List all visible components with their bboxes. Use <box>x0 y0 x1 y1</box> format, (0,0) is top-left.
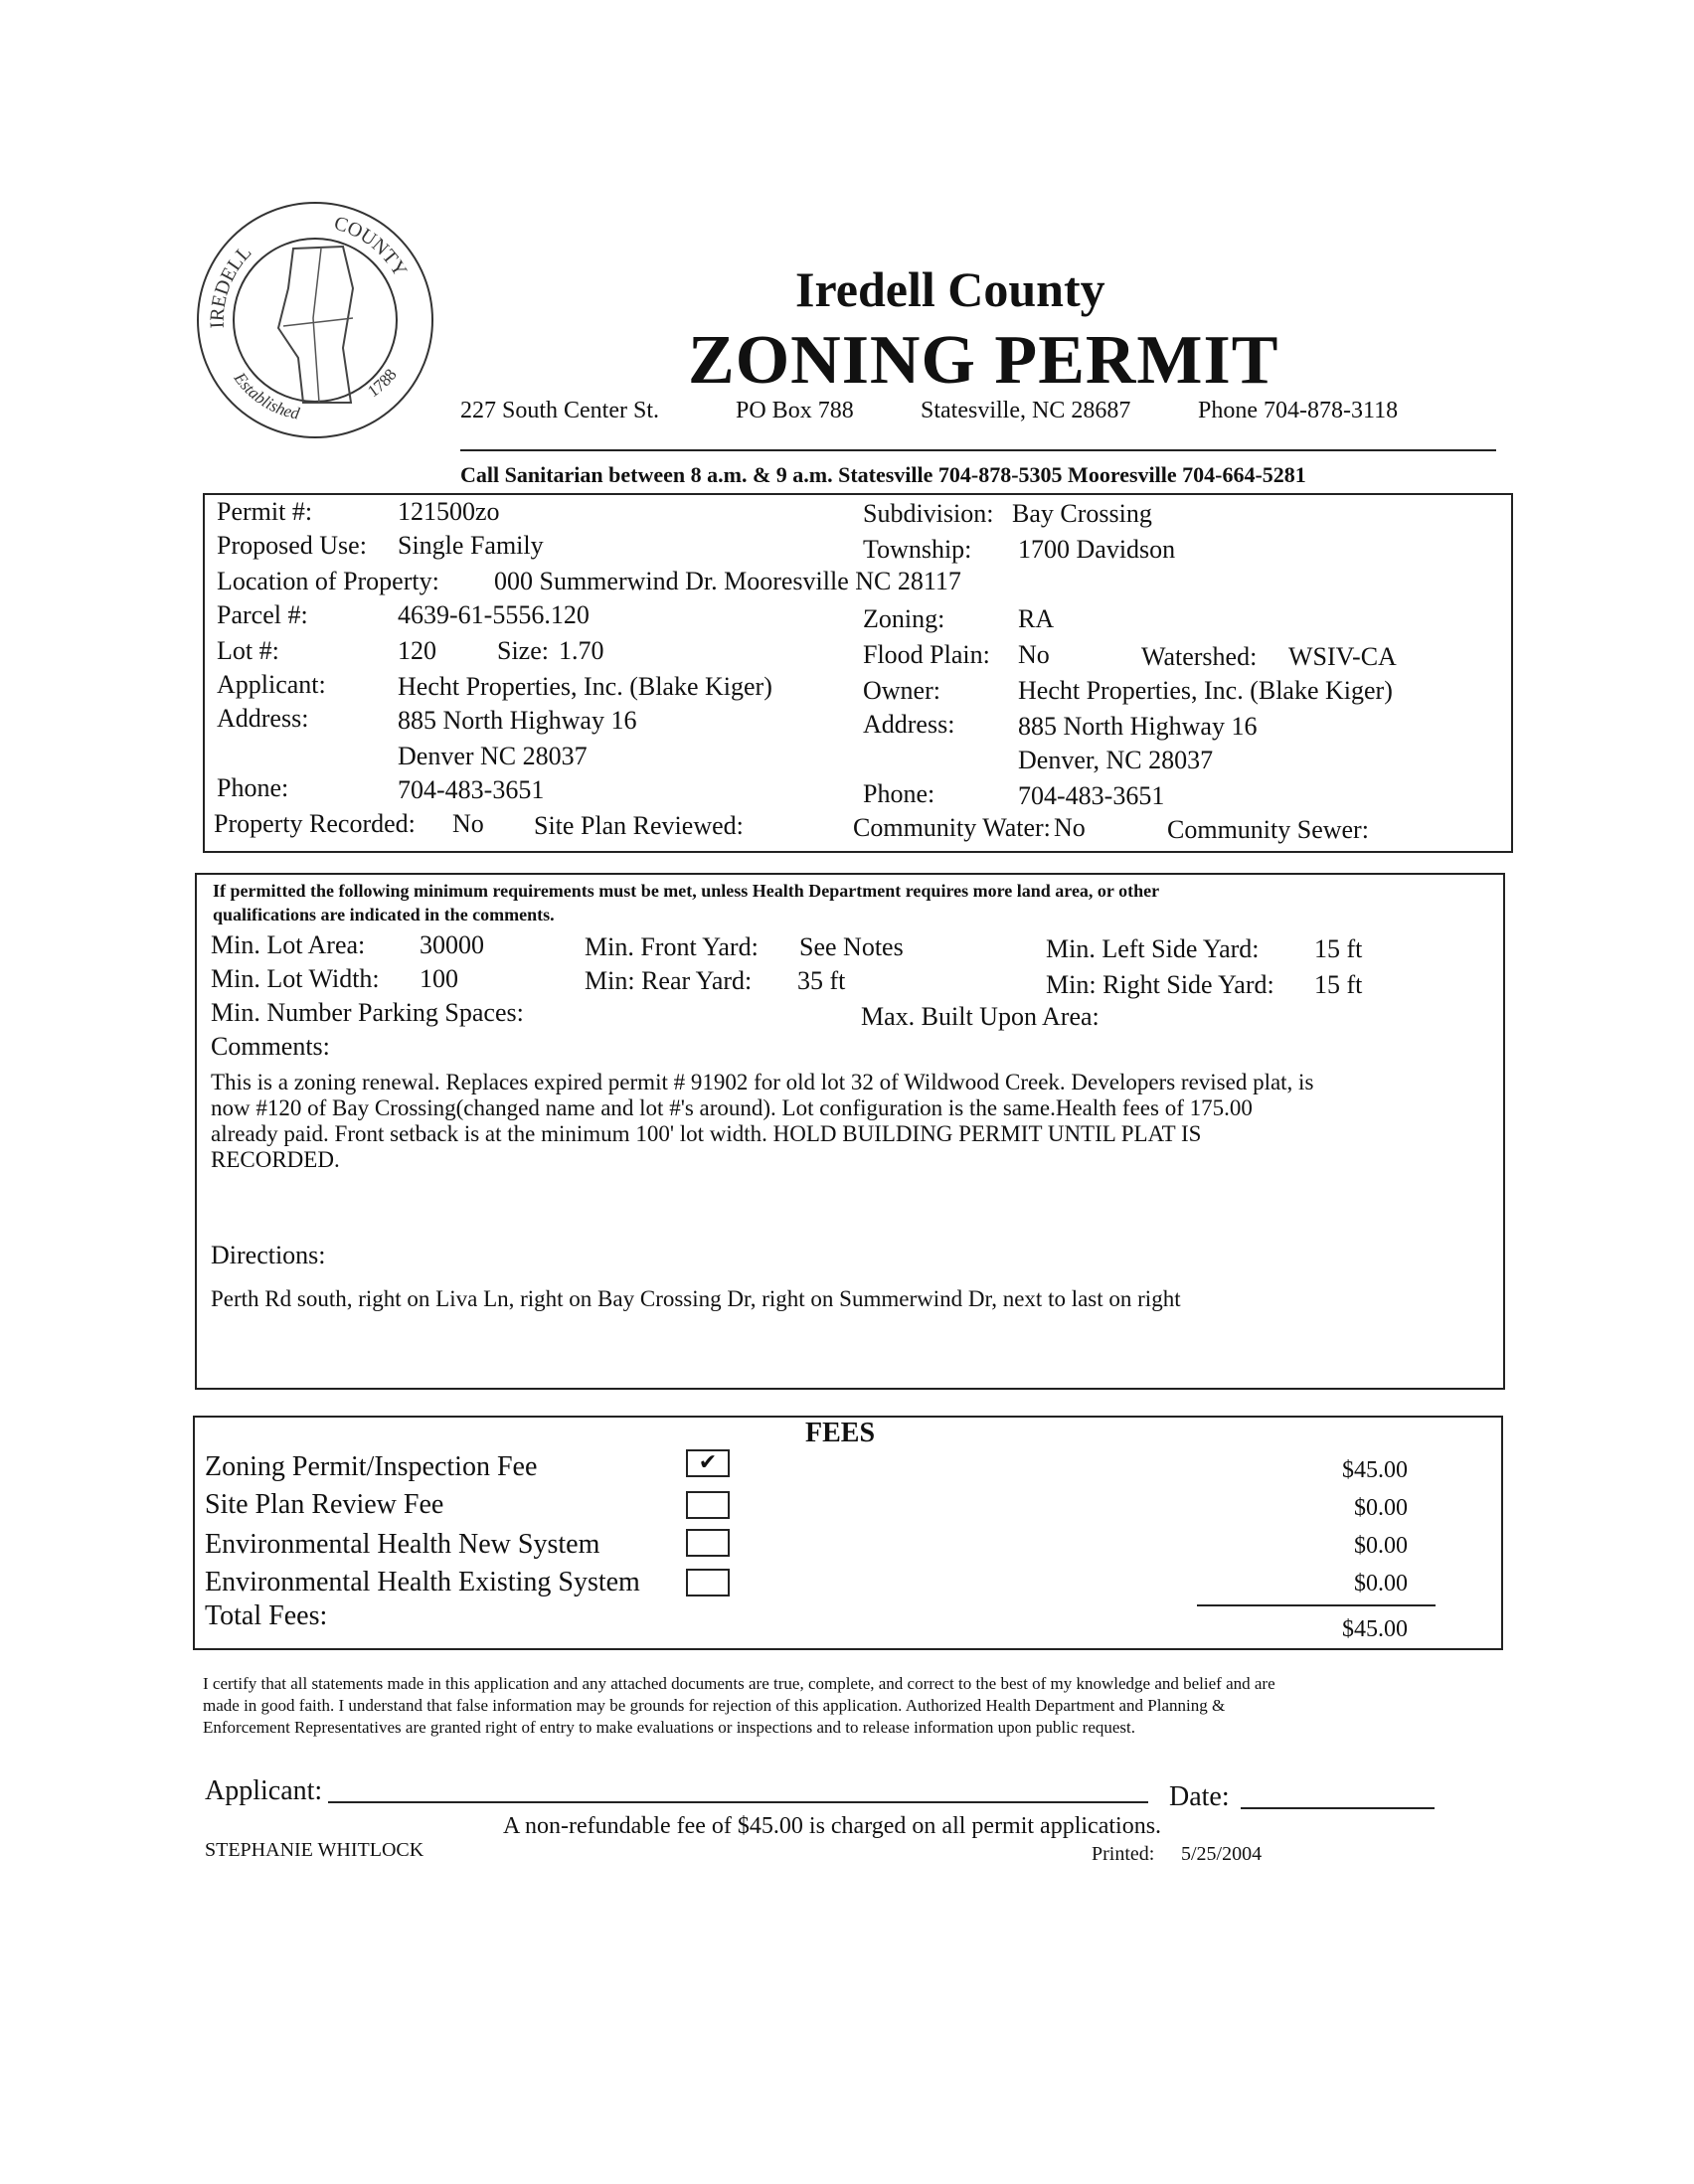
applicant-address-line-2: Denver NC 28037 <box>398 742 588 770</box>
proposed-use-value: Single Family <box>398 531 544 560</box>
min-rear-yard-value: 35 ft <box>797 966 846 995</box>
county-name: Iredell County <box>795 261 1105 317</box>
min-parking-spaces-label: Min. Number Parking Spaces: <box>211 998 524 1027</box>
applicant-address-line-1: 885 North Highway 16 <box>398 706 637 735</box>
office-po-box: PO Box 788 <box>736 398 854 423</box>
fee-checkbox-env-new[interactable] <box>686 1529 730 1557</box>
location-value: 000 Summerwind Dr. Mooresville NC 28117 <box>494 567 961 595</box>
flood-plain-label: Flood Plain: <box>863 640 990 669</box>
owner-address-line-1: 885 North Highway 16 <box>1018 712 1258 741</box>
fee-amount-env-new: $0.00 <box>1354 1533 1408 1559</box>
office-phone: Phone 704-878-3118 <box>1198 398 1399 423</box>
max-built-upon-area-label: Max. Built Upon Area: <box>861 1002 1100 1031</box>
comments-line-2: now #120 of Bay Crossing(changed name and lot #'s around). Lot configuration is the same.Health fees of 175.00 <box>211 1095 1253 1120</box>
comments-line-3: already paid. Front setback is at the minimum 100' lot width. HOLD BUILDING PERMIT UNTIL PLAT IS <box>211 1121 1202 1146</box>
community-water-value: No <box>1054 813 1086 842</box>
checkmark-icon: ✔ <box>698 1450 718 1475</box>
site-plan-reviewed-label: Site Plan Reviewed: <box>534 811 744 840</box>
property-recorded-label: Property Recorded: <box>214 809 416 838</box>
applicant-phone-value: 704-483-3651 <box>398 775 545 804</box>
min-lot-area-value: 30000 <box>420 930 484 959</box>
directions-text: Perth Rd south, right on Liva Ln, right on Bay Crossing Dr, right on Summerwind Dr, next to last on right <box>211 1286 1181 1311</box>
fee-checkbox-env-existing[interactable] <box>686 1569 730 1596</box>
fees-title: FEES <box>805 1418 876 1448</box>
fee-amount-env-existing: $0.00 <box>1354 1571 1408 1596</box>
township-label: Township: <box>863 535 972 564</box>
seal-right-text: COUNTY <box>331 212 412 281</box>
fee-amount-zoning: $45.00 <box>1342 1457 1408 1483</box>
lot-value: 120 <box>398 636 436 665</box>
total-fees-amount: $45.00 <box>1342 1616 1408 1642</box>
min-right-side-yard-value: 15 ft <box>1314 970 1363 999</box>
applicant-address-label: Address: <box>217 704 309 733</box>
svg-text:1788 <box>364 365 400 401</box>
certification-line-3: Enforcement Representatives are granted right of entry to make evaluations or inspections and to release information upon public request. <box>203 1718 1135 1737</box>
zoning-label: Zoning: <box>863 604 945 633</box>
property-recorded-value: No <box>452 809 484 838</box>
owner-address-label: Address: <box>863 710 955 739</box>
header-rule <box>460 449 1496 451</box>
county-seal-logo <box>194 199 437 442</box>
page-title: ZONING PERMIT <box>688 322 1279 399</box>
owner-label: Owner: <box>863 676 940 705</box>
community-sewer-label: Community Sewer: <box>1167 815 1369 844</box>
comments-line-1: This is a zoning renewal. Replaces expired permit # 91902 for old lot 32 of Wildwood Creek. Developers revised plat, is <box>211 1070 1314 1094</box>
permit-label: Permit #: <box>217 497 313 526</box>
comments-line-4: RECORDED. <box>211 1147 340 1172</box>
applicant-label: Applicant: <box>217 670 326 699</box>
community-water-label: Community Water: <box>853 813 1051 842</box>
applicant-phone-label: Phone: <box>217 773 289 802</box>
min-rear-yard-label: Min: Rear Yard: <box>585 966 753 995</box>
min-lot-width-value: 100 <box>420 964 458 993</box>
requirements-intro-2: qualifications are indicated in the comments. <box>213 905 555 924</box>
directions-label: Directions: <box>211 1241 326 1269</box>
seal-established-text: Established <box>230 369 301 423</box>
min-left-side-yard-label: Min. Left Side Yard: <box>1046 934 1260 963</box>
certification-line-2: made in good faith. I understand that false information may be grounds for rejection of this application. Authorized Health Department and Planning & <box>203 1696 1226 1715</box>
printed-label: Printed: <box>1092 1843 1155 1865</box>
min-front-yard-label: Min. Front Yard: <box>585 932 759 961</box>
date-label: Date: <box>1169 1781 1230 1812</box>
proposed-use-label: Proposed Use: <box>217 531 367 560</box>
seal-year-text: 1788 <box>364 365 401 402</box>
svg-text:IREDELL <box>207 242 256 329</box>
min-lot-width-label: Min. Lot Width: <box>211 964 380 993</box>
fee-label-env-existing: Environmental Health Existing System <box>205 1567 640 1597</box>
fee-label-site-plan: Site Plan Review Fee <box>205 1489 444 1520</box>
applicant-value: Hecht Properties, Inc. (Blake Kiger) <box>398 672 772 701</box>
size-value: 1.70 <box>559 636 604 665</box>
zoning-value: RA <box>1018 604 1055 633</box>
location-label: Location of Property: <box>217 567 439 595</box>
sanitarian-notice: Call Sanitarian between 8 a.m. & 9 a.m. Statesville 704-878-5305 Mooresville 704-664-5281 <box>460 462 1306 487</box>
min-right-side-yard-label: Min: Right Side Yard: <box>1046 970 1274 999</box>
applicant-signature-line[interactable] <box>328 1801 1148 1803</box>
fee-label-zoning: Zoning Permit/Inspection Fee <box>205 1451 538 1482</box>
certification-line-1: I certify that all statements made in this application and any attached documents are true, complete, and correct to the best of my knowledge and belief and are <box>203 1674 1275 1693</box>
min-front-yard-value: See Notes <box>799 932 904 961</box>
permit-value: 121500zo <box>398 497 500 526</box>
owner-phone-value: 704-483-3651 <box>1018 781 1165 810</box>
fee-notice: A non-refundable fee of $45.00 is charged on all permit applications. <box>503 1813 1162 1839</box>
fee-label-env-new: Environmental Health New System <box>205 1529 600 1560</box>
printed-date: 5/25/2004 <box>1181 1843 1263 1865</box>
min-left-side-yard-value: 15 ft <box>1314 934 1363 963</box>
subdivision-label: Subdivision: <box>863 499 994 528</box>
comments-label: Comments: <box>211 1032 330 1061</box>
applicant-signature-label: Applicant: <box>205 1775 323 1806</box>
fee-checkbox-site-plan[interactable] <box>686 1491 730 1519</box>
lot-label: Lot #: <box>217 636 279 665</box>
subdivision-value: Bay Crossing <box>1012 499 1152 528</box>
office-city: Statesville, NC 28687 <box>921 398 1131 423</box>
township-value: 1700 Davidson <box>1018 535 1176 564</box>
size-label: Size: <box>497 636 549 665</box>
watershed-value: WSIV-CA <box>1288 642 1397 671</box>
fee-total-rule <box>1197 1604 1436 1606</box>
date-line[interactable] <box>1241 1807 1435 1809</box>
office-street: 227 South Center St. <box>460 398 660 423</box>
min-lot-area-label: Min. Lot Area: <box>211 930 366 959</box>
watershed-label: Watershed: <box>1141 642 1258 671</box>
svg-text:Established <box>230 368 301 422</box>
requirements-intro: If permitted the following minimum requirements must be met, unless Health Department requires more land area, or other <box>213 881 1160 901</box>
seal-top-text: IREDELL <box>206 241 256 329</box>
fee-amount-site-plan: $0.00 <box>1354 1495 1408 1521</box>
owner-value: Hecht Properties, Inc. (Blake Kiger) <box>1018 676 1393 705</box>
owner-address-line-2: Denver, NC 28037 <box>1018 746 1214 774</box>
fee-checkbox-zoning[interactable] <box>686 1449 730 1477</box>
clerk-name: STEPHANIE WHITLOCK <box>205 1839 424 1861</box>
total-fees-label: Total Fees: <box>205 1600 328 1631</box>
parcel-value: 4639-61-5556.120 <box>398 600 590 629</box>
flood-plain-value: No <box>1018 640 1050 669</box>
owner-phone-label: Phone: <box>863 779 935 808</box>
parcel-label: Parcel #: <box>217 600 308 629</box>
